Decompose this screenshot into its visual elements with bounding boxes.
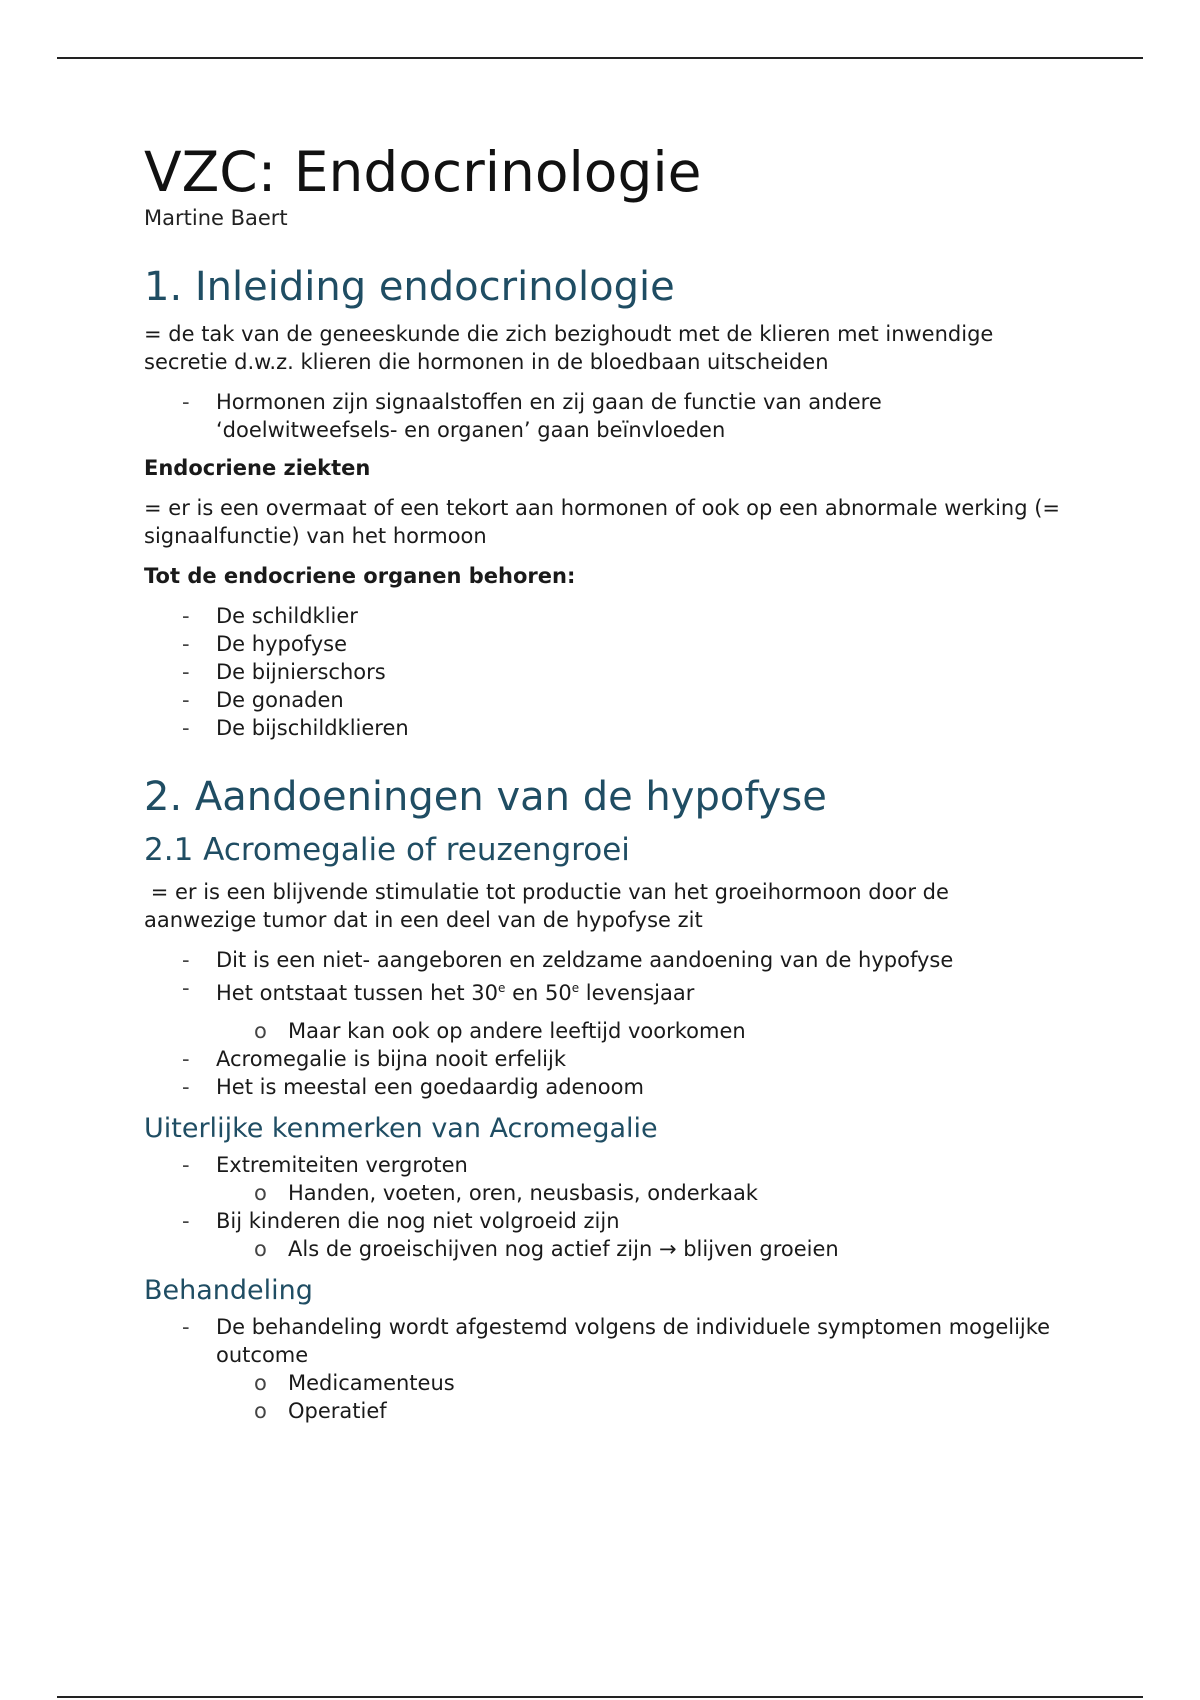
dash-bullet-icon: - xyxy=(182,1047,190,1071)
list-item: - De gonaden xyxy=(182,688,344,712)
list-item: - Extremiteiten vergroten xyxy=(182,1153,468,1177)
paragraph-ziekten-definition: = er is een overmaat of een tekort aan hormonen of ook op een abnormale werking (= signaalfunctie) van het hormoon xyxy=(144,496,1061,548)
document-title: VZC: Endocrinologie xyxy=(144,140,702,204)
list-item: - Hormonen zijn signaalstoffen en zij gaan de functie van andere ‘doelwitweefsels- en organen’ gaan beïnvloeden xyxy=(182,390,882,442)
section-heading-hypofyse: 2. Aandoeningen van de hypofyse xyxy=(144,774,827,820)
list-item: - De bijschildklieren xyxy=(182,716,409,740)
dash-bullet-icon: - xyxy=(182,716,190,740)
label-organen: Tot de endocriene organen behoren: xyxy=(144,564,576,588)
dash-bullet-icon: - xyxy=(182,1153,190,1177)
list-item: - Acromegalie is bijna nooit erfelijk xyxy=(182,1047,566,1071)
list-item: o Operatief xyxy=(254,1399,387,1423)
bottom-rule xyxy=(57,1696,1143,1698)
dash-bullet-icon: - xyxy=(182,1075,190,1099)
kenmerken-list xyxy=(144,1151,1064,1179)
dash-bullet-icon: - xyxy=(182,1209,190,1233)
document-body xyxy=(144,140,1064,1435)
subsection-heading-acromegalie: 2.1 Acromegalie of reuzengroei xyxy=(144,832,630,868)
circle-bullet-icon: o xyxy=(254,1399,267,1423)
circle-bullet-icon: o xyxy=(254,1237,267,1261)
dash-bullet-icon: - xyxy=(182,660,190,684)
acromegalie-list-continued xyxy=(144,1045,1064,1101)
list-item: o Maar kan ook op andere leeftijd voorkomen xyxy=(254,1019,746,1043)
dash-bullet-icon: - xyxy=(182,632,190,656)
list-item: - De behandeling wordt afgestemd volgens de individuele symptomen mogelijke outcome xyxy=(182,1315,1051,1367)
list-item: - De hypofyse xyxy=(182,632,347,656)
list-item: o Als de groeischijven nog actief zijn → blijven groeien xyxy=(254,1237,839,1261)
dash-bullet-icon: - xyxy=(182,1315,190,1339)
top-rule xyxy=(57,57,1143,59)
list-item: o Handen, voeten, oren, neusbasis, onderkaak xyxy=(254,1181,758,1205)
list-item: o Medicamenteus xyxy=(254,1371,455,1395)
subheading-kenmerken: Uiterlijke kenmerken van Acromegalie xyxy=(144,1113,658,1144)
dash-bullet-icon: - xyxy=(182,390,190,414)
list-item: - De schildklier xyxy=(182,604,358,628)
acromegalie-list xyxy=(144,946,1064,1007)
dash-bullet-icon: - xyxy=(182,604,190,628)
kenmerken-list-continued xyxy=(144,1207,1064,1235)
sub-list xyxy=(144,1369,1064,1425)
circle-bullet-icon: o xyxy=(254,1181,267,1205)
behandeling-list xyxy=(144,1313,1064,1369)
list-item: - Bij kinderen die nog niet volgroeid zijn xyxy=(182,1209,620,1233)
list-item: - Het ontstaat tussen het 30e en 50e levensjaar xyxy=(182,976,695,1005)
subheading-behandeling: Behandeling xyxy=(144,1275,313,1306)
sub-list xyxy=(144,1017,1064,1045)
section-heading-inleiding: 1. Inleiding endocrinologie xyxy=(144,264,675,310)
bullet-list xyxy=(144,388,1064,444)
sub-list xyxy=(144,1179,1064,1207)
label-endocriene-ziekten: Endocriene ziekten xyxy=(144,456,371,480)
dash-bullet-icon: - xyxy=(182,948,190,972)
list-item: - De bijnierschors xyxy=(182,660,386,684)
organen-list xyxy=(144,602,1064,742)
paragraph-definition: = de tak van de geneeskunde die zich bezighoudt met de klieren met inwendige secretie d.w.z. klieren die hormonen in de bloedbaan uitscheiden xyxy=(144,322,994,374)
sub-list xyxy=(144,1235,1064,1263)
circle-bullet-icon: o xyxy=(254,1019,267,1043)
dash-bullet-icon: - xyxy=(182,976,190,1000)
document-author: Martine Baert xyxy=(144,206,288,230)
list-item: - Dit is een niet- aangeboren en zeldzame aandoening van de hypofyse xyxy=(182,948,954,972)
paragraph-acromegalie-definition: = er is een blijvende stimulatie tot productie van het groeihormoon door de aanwezige tumor dat in een deel van de hypofyse zit xyxy=(144,880,956,932)
dash-bullet-icon: - xyxy=(182,688,190,712)
list-item: - Het is meestal een goedaardig adenoom xyxy=(182,1075,644,1099)
circle-bullet-icon: o xyxy=(254,1371,267,1395)
